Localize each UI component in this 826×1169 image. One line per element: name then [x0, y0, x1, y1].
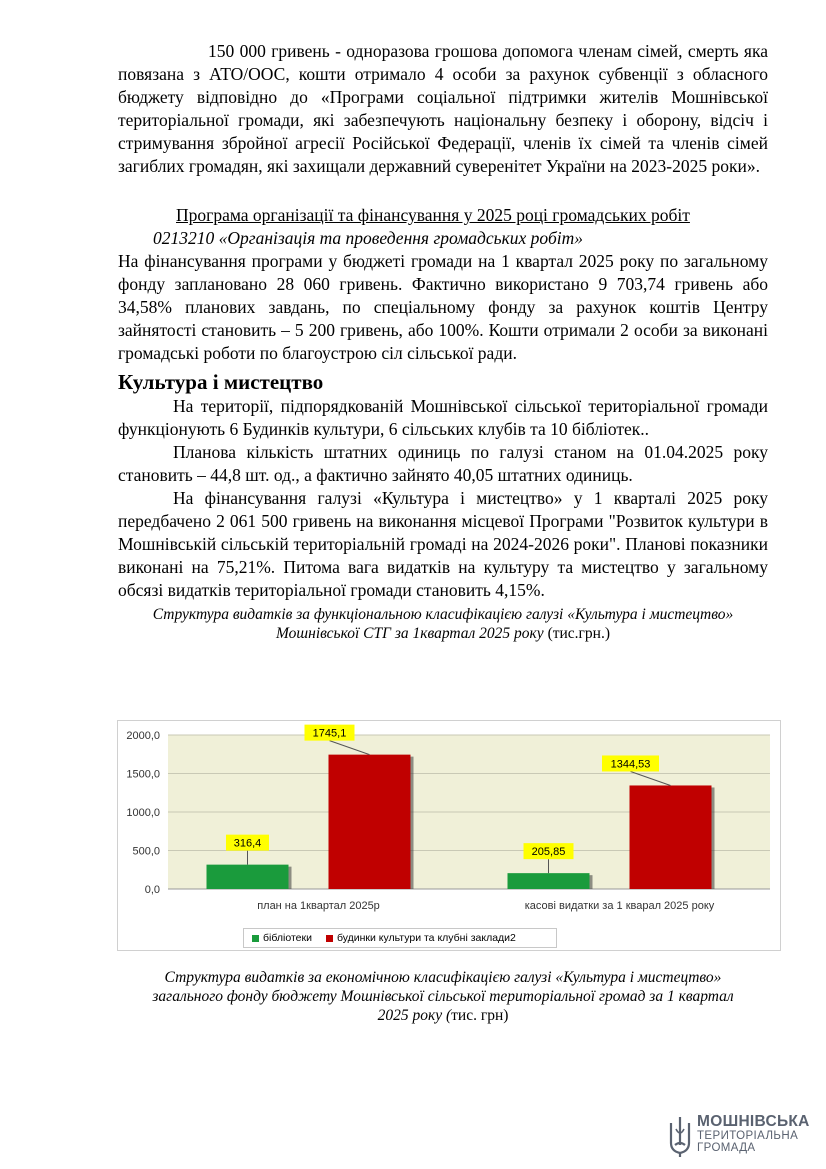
bar: [329, 755, 411, 889]
paragraph-public-works: На фінансування програми у бюджеті громади на 1 квартал 2025 року по загальному фонду заплановано 28 060 гривень. Фактично використано 9 703,74 гривень або 34,58% планових завдань, по спеціальному фонду за рахунок коштів Центру зайнятості становить – 5 200 гривень, або 100%. Кошти отримали 2 особи за виконані громадські роботи по благоустрою сіл сільської ради.: [118, 251, 768, 363]
paragraph-staff: Планова кількість штатних одиниць по галузі станом на 01.04.2025 року становить – 44,8 шт. од., а фактично зайнято 40,05 штатних одиниць.: [118, 442, 768, 485]
program-title: Програма організації та фінансування у 2025 році громадських робіт: [176, 205, 690, 225]
logo-text: [697, 1113, 810, 1154]
trident-icon: [667, 1115, 693, 1159]
legend-label-libraries: бібліотеки: [263, 932, 312, 944]
chart2-caption-unit: тис. грн): [451, 1007, 509, 1024]
legend-item-culture-houses: [326, 932, 516, 944]
legend-swatch-libraries: [252, 935, 259, 942]
chart2-caption-line3-text: 2025 року (: [377, 1007, 452, 1024]
chart2-caption: [118, 968, 768, 1025]
data-label: 1745,1: [312, 727, 347, 740]
community-logo: [667, 1113, 817, 1163]
chart-legend: [243, 928, 557, 948]
chart-caption-unit: (тис.грн.): [547, 625, 610, 642]
y-tick-label: 1500,0: [126, 768, 160, 781]
bar: [630, 785, 712, 889]
data-label: 316,4: [233, 837, 262, 850]
bar: [508, 873, 590, 889]
y-tick-label: 500,0: [132, 845, 160, 858]
document-body: [118, 40, 768, 643]
y-tick-label: 2000,0: [126, 730, 160, 742]
logo-line1: МОШНІВСЬКА: [697, 1113, 810, 1130]
chart-caption: [118, 605, 768, 643]
chart2-caption-line2: загального фонду бюджету Мошнівської сільської територіальної громад за 1 квартал: [152, 988, 734, 1005]
x-tick-label: касові видатки за 1 кварал 2025 року: [524, 900, 715, 912]
bar: [207, 865, 289, 889]
data-label: 205,85: [531, 846, 566, 859]
program-code: 0213210 «Організація та проведення громадських робіт»: [153, 228, 584, 248]
chart-caption-line2: [118, 624, 768, 643]
paragraph-institutions: На території, підпорядкованій Мошнівської сільської територіальної громади функціонують 6 Будинків культури, 6 сільських клубів та 10 бібліотек..: [118, 396, 768, 439]
legend-label-culture-houses: будинки культури та клубні заклади2: [336, 932, 516, 944]
legend-swatch-culture-houses: [326, 935, 333, 942]
y-tick-label: 0,0: [144, 884, 160, 896]
chart-svg: [118, 721, 780, 950]
logo-line3: ГРОМАДА: [697, 1142, 756, 1154]
legend-item-libraries: [252, 932, 312, 944]
section-heading-culture: Культура і мистецтво: [118, 370, 324, 394]
chart-caption-line2-text: Мошнівської СТГ за 1квартал 2025 року: [275, 625, 544, 642]
x-tick-label: план на 1квартал 2025р: [257, 900, 380, 912]
chart2-caption-line3: [118, 1006, 768, 1025]
logo-line2: ТЕРИТОРІАЛЬНА: [697, 1130, 799, 1142]
chart-caption-line1: Структура видатків за функціональною класифікацією галузі «Культура і мистецтво»: [152, 606, 734, 623]
chart2-caption-line1: Структура видатків за економічною класифікацією галузі «Культура і мистецтво»: [164, 969, 722, 986]
paragraph-aid: 150 000 гривень - одноразова грошова допомога членам сімей, смерть яка повязана з АТО/ООС, кошти отримало 4 особи за рахунок субвенції з обласного бюджету відповідно до «Програми соціальної підтримки жителів Мошнівської територіальної громади, які забезпечують національну безпеку і оборону, відсіч і стримування збройної агресії Російської Федерації, членів їх сімей та членів сімей загиблих громадян, які захищали державний суверенітет України на 2023-2025 роки».: [118, 41, 768, 176]
data-label: 1344,53: [610, 758, 651, 771]
paragraph-financing: На фінансування галузі «Культура і мистецтво» у 1 кварталі 2025 року передбачено 2 061 500 гривень на виконання місцевої Програми "Розвиток культури в Мошнівській сільській територіальній громаді на 2024-2026 роки". Планові показники виконані на 75,21%. Питома вага видатків на культуру та мистецтво у загальному обсязі видатків територіальної громади становить 4,15%.: [118, 488, 768, 600]
y-tick-label: 1000,0: [126, 807, 160, 819]
expenditure-chart: [117, 720, 781, 951]
